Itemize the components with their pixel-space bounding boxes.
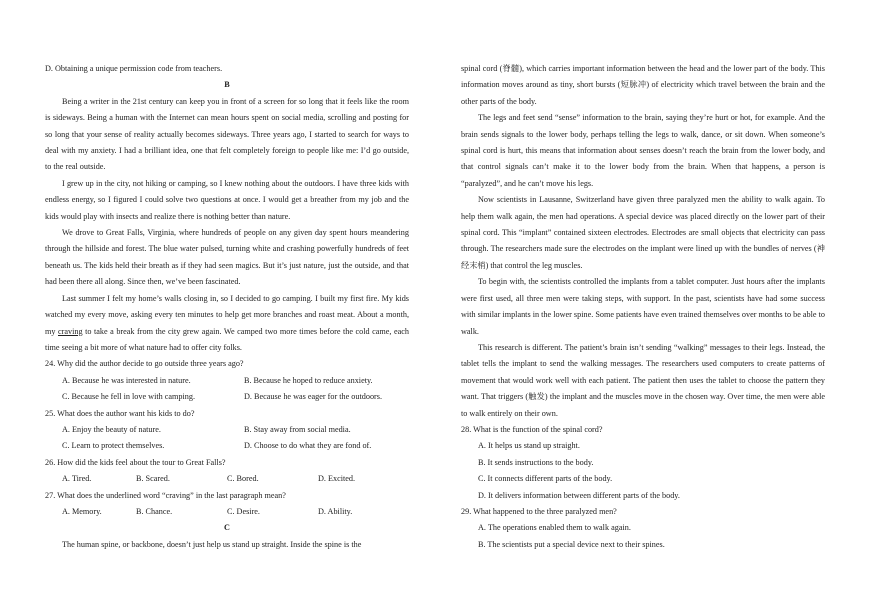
paragraph-4-text-a: Last summer I felt my home’s walls closing in, so I decided to go camping. I built my first fire. My kids watched my every move, asking every ten minutes to help get more branches and roast meat. About a month, my xyxy=(45,293,409,336)
top-option: D. Obtaining a unique permission code from teachers. xyxy=(45,64,223,73)
option-26-b: B. Scared. xyxy=(136,474,170,484)
section-b-heading: B xyxy=(224,80,230,90)
passage-b-paragraph-4 xyxy=(45,291,409,357)
option-24-d: D. Because he was eager for the outdoors. xyxy=(244,392,383,402)
option-29-b: B. The scientists put a special device next to their spines. xyxy=(478,539,665,549)
option-24-a: A. Because he was interested in nature. xyxy=(62,375,191,385)
question-26-options xyxy=(45,471,409,487)
option-26-a: A. Tired. xyxy=(62,474,92,484)
option-28-b: B. It sends instructions to the body. xyxy=(478,457,594,467)
section-c-heading: C xyxy=(224,523,230,533)
question-25-options-row-1 xyxy=(45,422,409,438)
passage-b-paragraph-3: We drove to Great Falls, Virginia, where hundreds of people on any given day spent hours meandering through the hillside and forest. The blue water pulsed, turning white and crashing powerfully hundreds of feet beneath us. The kids held their breath as if they had seen magics. But it’s just nature, just the outside, and that had been there all along. Since then, we’ve been fascinated. xyxy=(45,228,409,287)
option-25-c: C. Learn to protect themselves. xyxy=(62,441,165,451)
question-27: 27. What does the underlined word “craving” in the last paragraph mean? xyxy=(45,490,286,500)
question-24-options-row-1 xyxy=(45,373,409,389)
option-26-c: C. Bored. xyxy=(227,474,259,484)
option-25-d: D. Choose to do what they are fond of. xyxy=(244,441,372,451)
option-27-b: B. Chance. xyxy=(136,506,173,516)
passage-c-paragraph-2: The legs and feet send “sense” information to the brain, saying they’re hurt or hot, for example. And the brain sends signals to the lower body, perhaps telling the legs to walk, dance, or sit down. When someone’s spinal cord is hurt, this means that information about senses doesn’t reach the brain from the lower body, and that control signals can’t make it to the lower body from the brain. When that happens, a person is “paralyzed”, and he can’t move his legs. xyxy=(461,113,825,188)
passage-b-paragraph-2: I grew up in the city, not hiking or camping, so I knew nothing about the outdoors. I have three kids with endless energy, so I figured I could solve two questions at once. I would get a breather from my job and the kids would play with insects and realize there is nothing better than nature. xyxy=(45,178,409,221)
question-27-options xyxy=(45,504,409,520)
option-24-b: B. Because he hoped to reduce anxiety. xyxy=(244,375,373,385)
paragraph-4-text-b: to take a break from the city grew again. We camped two more times before the cold came, each time seeing a bit more of what nature had to offer city folks. xyxy=(45,326,409,352)
question-28: 28. What is the function of the spinal cord? xyxy=(461,424,603,434)
passage-c-paragraph-1: The human spine, or backbone, doesn’t just help us stand up straight. Inside the spine is the xyxy=(62,539,362,549)
left-column xyxy=(45,61,409,553)
passage-c-paragraph-1-continued: spinal cord (脊髓), which carries important information between the head and the lower part of the body. This information moves around as tiny, short bursts (短脉冲) of electricity which travel between the brain and the other parts of the body. xyxy=(461,64,825,106)
question-25-options-row-2 xyxy=(45,438,409,454)
option-29-a: A. The operations enabled them to walk again. xyxy=(478,523,631,533)
option-27-a: A. Memory. xyxy=(62,506,102,516)
option-25-a: A. Enjoy the beauty of nature. xyxy=(62,424,161,434)
option-28-a: A. It helps us stand up straight. xyxy=(478,441,580,451)
question-25: 25. What does the author want his kids to do? xyxy=(45,408,195,418)
option-27-c: C. Desire. xyxy=(227,506,260,516)
passage-c-paragraph-4: To begin with, the scientists controlled the implants from a tablet computer. Just hours after the implants were first used, all three men were taking steps, with support. In the past, scientists have had some success with similar implants in the lower spine. Some patients have even trained themselves over months to be able to walk. xyxy=(461,277,825,336)
passage-c-paragraph-5: This research is different. The patient’s brain isn’t sending “walking” messages to their legs. Instead, the tablet tells the implant to send the walking messages. The researchers used computers to create patterns of movement that would work well with each patient. The patient then uses the tablet to choose the pattern they want. That triggers (触发) the implant and the muscles move in the chosen way. Over time, the men were able to walk entirely on their own. xyxy=(461,342,825,418)
passage-c-paragraph-3: Now scientists in Lausanne, Switzerland have given three paralyzed men the ability to walk again. To help them walk again, the men had operations. A special device was placed directly on the lower part of their spinal cord. This “implant” contained sixteen electrodes. Electrodes are small objects that electricity can pass through. The researchers made sure the electrodes on the implant were lined up with the bundles of nerves (神经末梢) that control the leg muscles. xyxy=(461,195,825,270)
option-28-d: D. It delivers information between different parts of the body. xyxy=(478,490,680,500)
question-29: 29. What happened to the three paralyzed men? xyxy=(461,506,617,516)
option-25-b: B. Stay away from social media. xyxy=(244,424,351,434)
question-24-options-row-2 xyxy=(45,389,409,405)
option-27-d: D. Ability. xyxy=(318,506,353,516)
underlined-word-craving: craving xyxy=(58,326,83,336)
question-26: 26. How did the kids feel about the tour to Great Falls? xyxy=(45,457,226,467)
option-24-c: C. Because he fell in love with camping. xyxy=(62,392,196,402)
option-28-c: C. It connects different parts of the body. xyxy=(478,474,613,484)
option-26-d: D. Excited. xyxy=(318,474,356,484)
right-column xyxy=(461,61,825,553)
question-24: 24. Why did the author decide to go outside three years ago? xyxy=(45,359,244,369)
passage-b-paragraph-1: Being a writer in the 21st century can keep you in front of a screen for so long that it feels like the room is sideways. Being a human with the Internet can mean hours spent on social media, scrolling and posting for so long that your sense of reality actually becomes sideways. Three years ago, I started to search for ways to deal with my anxiety. I had a brilliant idea, one that felt completely foreign to people like me: I’d go outside, to the real outside. xyxy=(45,96,409,172)
